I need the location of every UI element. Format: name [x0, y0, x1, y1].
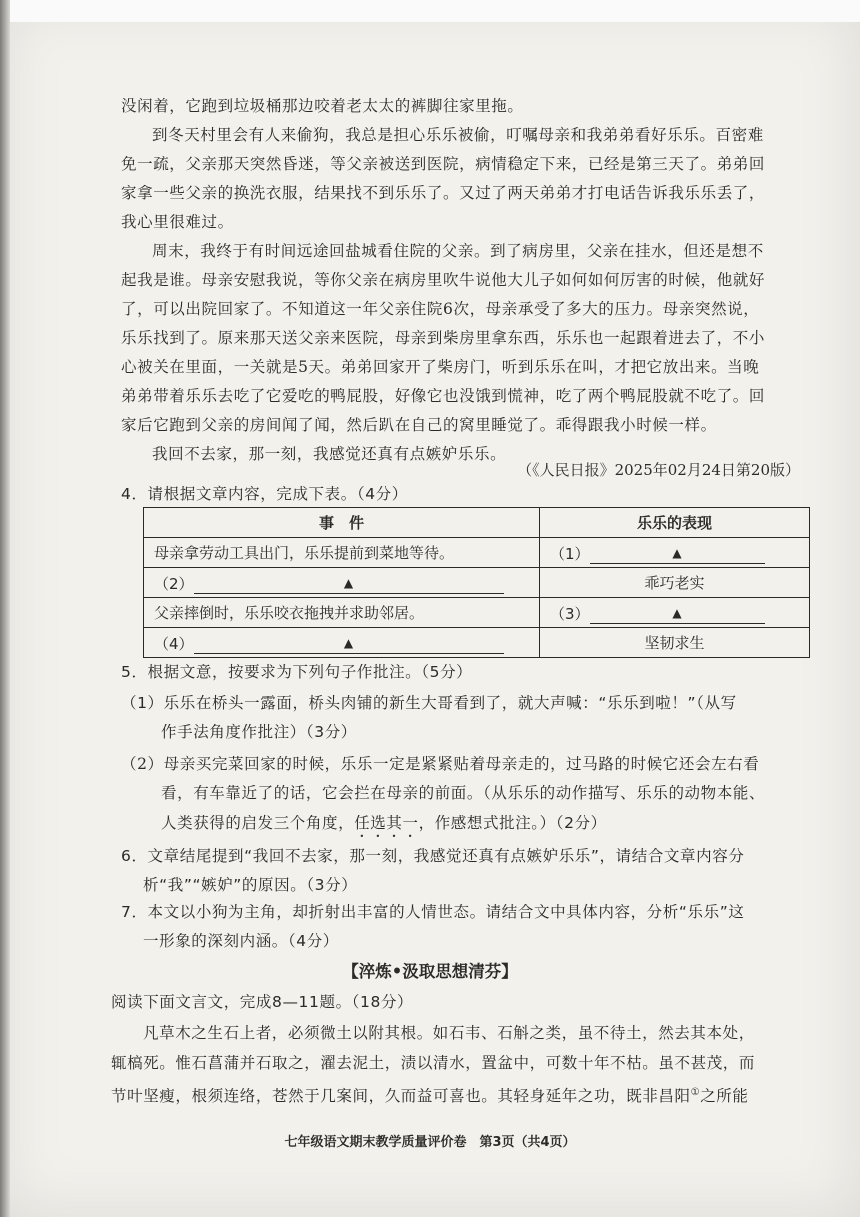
- story-line-11: 弟弟带着乐乐去吃了它爱吃的鸭屁股，好像它也没饿到慌神，吃了两个鸭屁股就不吃了。回: [121, 387, 766, 405]
- q5-sub2-line1: （2）母亲买完菜回家的时候，乐乐一定是紧紧贴着母亲走的，过马路的时候它还会左右看: [121, 755, 760, 773]
- classical-line-2: 辄槁死。惟石菖蒲并石取之，濯去泥土，渍以清水，置盆中，可数十年不枯。虽不甚茂，而: [111, 1054, 756, 1072]
- page-top-margin: [0, 0, 860, 22]
- q4-answer-blank-4[interactable]: [194, 632, 504, 654]
- q4-blank-label-2: （2）: [154, 574, 194, 593]
- story-line-10: 心被关在里面，一关就是5天。弟弟回家开了柴房门，听到乐乐在叫，才把它放出来。当晚: [121, 358, 760, 376]
- story-source: （《人民日报》2025年02月24日第20版）: [517, 461, 800, 479]
- q4-row-3-answer[interactable]: [540, 598, 810, 628]
- story-line-12: 家后它跑到父亲的房间闻了闻，然后趴在自己的窝里睡觉了。乖得跟我小时候一样。: [121, 416, 717, 434]
- q4-row-4-answer[interactable]: [144, 628, 540, 658]
- story-line-5: 我心里很难过。: [121, 213, 234, 231]
- classical-line-1: 凡草木之生石上者，必须微土以附其根。如石韦、石斛之类，虽不待土，然去其本处，: [143, 1024, 755, 1042]
- classical-line-3-b: 之所能: [700, 1087, 749, 1106]
- q4-answer-blank-2[interactable]: [194, 572, 504, 594]
- story-line-3: 免一疏，父亲那天突然昏迷，等父亲被送到医院，病情稳定下来，已经是第三天了。弟弟回: [121, 155, 766, 173]
- q4-prompt: 4．请根据文章内容，完成下表。（4分）: [121, 485, 408, 503]
- q6-line2: 析“我”“嫉妒”的原因。（3分）: [143, 876, 358, 894]
- q4-row-3: [144, 598, 810, 628]
- q5-prompt: 5．根据文意，按要求为下列句子作批注。（5分）: [121, 663, 473, 681]
- q4-row-1-answer[interactable]: [540, 538, 810, 568]
- section-title: 【淬炼•汲取思想清芬】: [342, 962, 518, 981]
- q4-row-2-performance: 乖巧老实: [540, 568, 810, 598]
- story-line-4: 家拿一些父亲的换洗衣服，结果找不到乐乐了。又过了两天弟弟才打电话告诉我乐乐丢了，: [121, 184, 766, 202]
- footnote-marker: ①: [690, 1087, 701, 1098]
- q5-sub1-line1: （1）乐乐在桥头一露面，桥头肉铺的新生大哥看到了，就大声喊：“乐乐到啦！”（从写: [121, 694, 737, 712]
- q4-row-1: [144, 538, 810, 568]
- q5-sub2-line3-a: 人类获得的启发三个角度，: [161, 814, 355, 832]
- q4-row-1-event: 母亲拿劳动工具出门，乐乐提前到菜地等待。: [144, 538, 540, 568]
- triangle-icon: ▲: [672, 605, 682, 620]
- q4-answer-blank-3[interactable]: [590, 602, 765, 624]
- q4-blank-label-1: （1）: [550, 544, 590, 563]
- q7-line2: 一形象的深刻内涵。（4分）: [143, 932, 339, 950]
- q4-header-event: 事 件: [144, 508, 540, 538]
- q4-row-4: [144, 628, 810, 658]
- q7-line1: 7．本文以小狗为主角，却折射出丰富的人情世态。请结合文中具体内容，分析“乐乐”这: [121, 903, 745, 921]
- q4-row-3-event: 父亲摔倒时，乐乐咬衣拖拽并求助邻居。: [144, 598, 540, 628]
- story-line-8: 了，可以出院回家了。不知道这一年父亲住院6次，母亲承受了多大的压力。母亲突然说，: [121, 300, 760, 318]
- q5-sub2-emphasis: 任选其一: [354, 814, 419, 832]
- q4-row-4-performance: 坚韧求生: [540, 628, 810, 658]
- q5-sub2-line2: 看，有车靠近了的话，它会拦在母亲的前面。（从乐乐的动作描写、乐乐的动物本能、: [161, 784, 766, 802]
- q6-line1: 6．文章结尾提到“我回不去家，那一刻，我感觉还真有点嫉妒乐乐”，请结合文章内容分: [121, 847, 745, 865]
- classical-line-3-a: 节叶坚瘦，根须连络，苍然于几案间，久而益可喜也。其轻身延年之功，既非昌阳: [111, 1087, 691, 1106]
- triangle-icon: ▲: [343, 635, 354, 650]
- triangle-icon: ▲: [672, 545, 682, 560]
- story-line-13: 我回不去家，那一刻，我感觉还真有点嫉妒乐乐。: [152, 445, 507, 463]
- page-footer: 七年级语文期末教学质量评价卷 第3页（共4页）: [284, 1135, 576, 1150]
- q4-blank-label-3: （3）: [550, 604, 590, 623]
- q5-sub1-line2: 作手法角度作批注）（3分）: [161, 723, 357, 741]
- story-line-6: 周末，我终于有时间远途回盐城看住院的父亲。到了病房里，父亲在挂水，但还是想不: [152, 242, 764, 260]
- q4-row-2: [144, 568, 810, 598]
- q4-table: [143, 507, 810, 658]
- story-line-1: 没闲着，它跑到垃圾桶那边咬着老太太的裤脚往家里拖。: [121, 97, 524, 115]
- story-line-9: 乐乐找到了。原来那天送父亲来医院，母亲到柴房里拿东西，乐乐也一起跟着进去了，不小: [121, 329, 766, 347]
- q4-header-row: [144, 508, 810, 538]
- story-line-2: 到冬天村里会有人来偷狗，我总是担心乐乐被偷，叮嘱母亲和我弟弟看好乐乐。百密难: [152, 126, 764, 144]
- q5-sub2-line3-c: ，作感想式批注。）（2分）: [418, 814, 607, 832]
- story-line-7: 起我是谁。母亲安慰我说，等你父亲在病房里吹牛说他大儿子如何如何厉害的时候，他就好: [121, 271, 766, 289]
- q4-blank-label-4: （4）: [154, 634, 194, 653]
- triangle-icon: ▲: [343, 575, 354, 590]
- q4-answer-blank-1[interactable]: [590, 542, 765, 564]
- classical-line-3: [0, 1081, 860, 1108]
- q4-row-2-answer[interactable]: [144, 568, 540, 598]
- q5-sub2-line3: [0, 811, 860, 841]
- q4-header-performance: 乐乐的表现: [540, 508, 810, 538]
- section-instruction: 阅读下面文言文，完成8—11题。（18分）: [111, 993, 414, 1011]
